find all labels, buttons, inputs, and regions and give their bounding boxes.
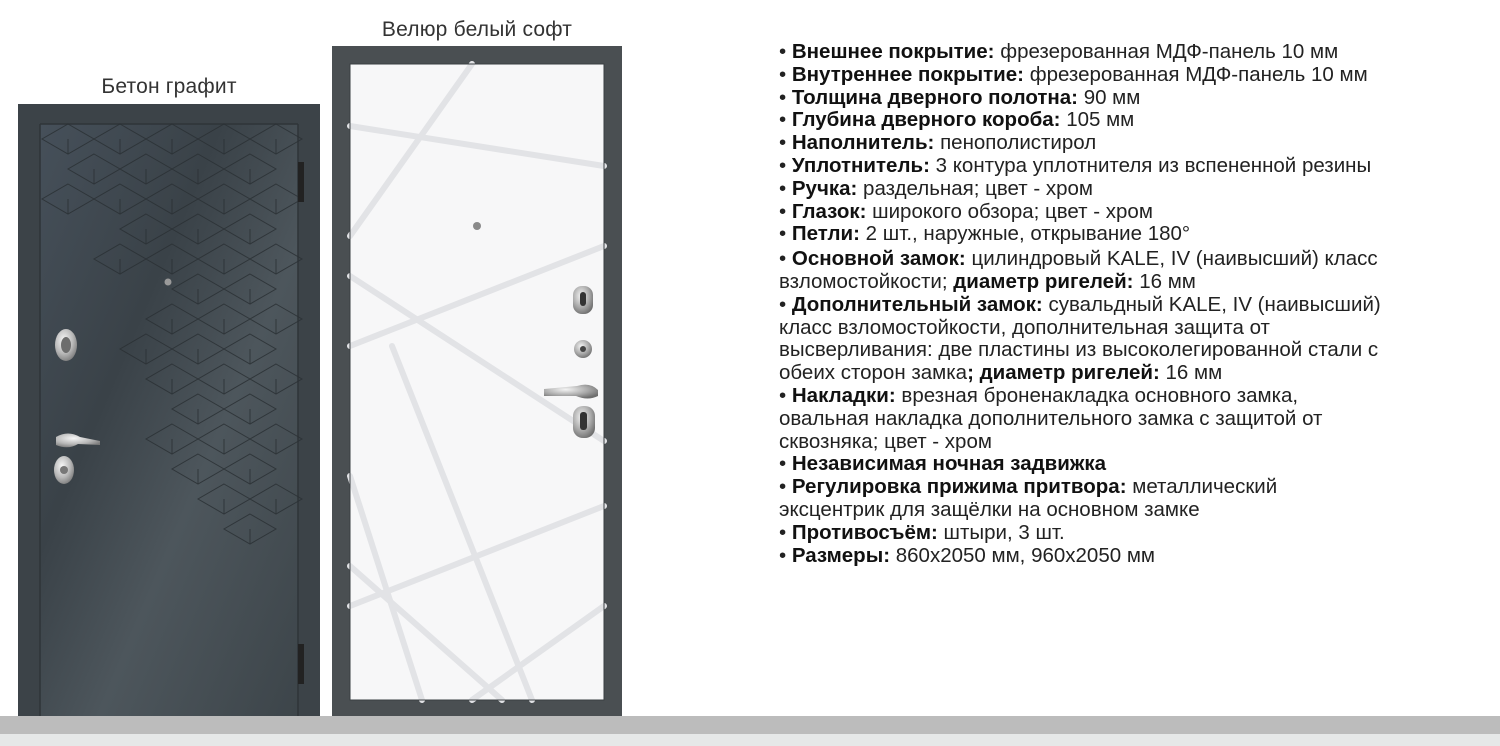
- spec-value: широкого обзора; цвет - хром: [872, 199, 1153, 223]
- spec-label: Внутреннее покрытие:: [791, 62, 1025, 86]
- spec-label: Дополнительный замок:: [791, 292, 1043, 316]
- outer-door-image: [18, 104, 320, 734]
- spec-label: Внешнее покрытие:: [791, 40, 995, 63]
- spec-value-secondary: 16 мм: [1139, 269, 1196, 293]
- spec-label-secondary: ; диаметр ригелей:: [967, 361, 1160, 385]
- floor-band: [0, 716, 1500, 734]
- spec-leaf-thickness: • Толщина дверного полотна: 90 мм: [779, 85, 1141, 109]
- spec-label: Петли:: [791, 222, 860, 246]
- specifications-list: [779, 41, 1459, 567]
- floor-strip: [0, 734, 1500, 746]
- spec-label: Глазок:: [791, 199, 867, 223]
- spec-peephole: • Глазок: широкого обзора; цвет - хром: [779, 199, 1153, 223]
- spec-value: 3 контура уплотнителя из вспененной резины: [935, 153, 1372, 177]
- spec-value: 105 мм: [1066, 108, 1135, 132]
- spec-adjustment: • Регулировка прижима притвора: металлический эксцентрик для защёлки на основном замке: [779, 475, 1278, 521]
- spec-label-secondary: диаметр ригелей:: [953, 269, 1134, 293]
- spec-label: Глубина дверного короба:: [791, 108, 1061, 132]
- spec-filler: • Наполнитель: пенополистирол: [779, 131, 1097, 155]
- spec-value: сувальдный KALE, IV (наивысший) класс взломостойкости, дополнительная защита от высверливания: две пластины из высоколегированной стали с обеих сторон замка: [779, 292, 1381, 385]
- spec-label: Независимая ночная задвижка: [791, 452, 1107, 476]
- spec-label: Регулировка прижима притвора:: [791, 475, 1127, 499]
- spec-seal: • Уплотнитель: 3 контура уплотнителя из вспененной резины: [779, 153, 1372, 177]
- spec-main-lock: • Основной замок: цилиндровый KALE, IV (наивысший) класс взломостойкости; диаметр ригелей: 16 мм: [779, 247, 1378, 293]
- spec-value: 90 мм: [1083, 85, 1141, 109]
- spec-outer-coating: • Внешнее покрытие: фрезерованная МДФ-панель 10 мм: [779, 40, 1339, 63]
- spec-value-secondary: 16 мм: [1165, 361, 1223, 385]
- spec-value: врезная броненакладка основного замка, овальная накладка дополнительного замка с защитой от сквозняка; цвет - хром: [779, 383, 1323, 453]
- inner-door-image: [332, 46, 622, 718]
- spec-label: Размеры:: [791, 543, 891, 567]
- spec-value: фрезерованная МДФ-панель 10 мм: [1000, 40, 1339, 63]
- caption-outer-door: Бетон графит: [101, 75, 237, 98]
- spec-value: штыри, 3 шт.: [943, 520, 1065, 544]
- spec-value: раздельная; цвет - хром: [863, 176, 1093, 200]
- caption-inner-door: Велюр белый софт: [381, 18, 573, 41]
- spec-value: 860x2050 мм, 960x2050 мм: [895, 543, 1156, 567]
- spec-inner-coating: • Внутреннее покрытие: фрезерованная МДФ-панель 10 мм: [779, 62, 1368, 86]
- spec-label: Противосъём:: [791, 520, 938, 544]
- spec-value: цилиндровый KALE, IV (наивысший) класс взломостойкости;: [779, 247, 1378, 293]
- spec-additional-lock: • Дополнительный замок: сувальдный KALE, IV (наивысший) класс взломостойкости, дополнительная защита от высверливания: две пластины из высоколегированной стали с обеих сторон замка; диаметр ригелей: 16 мм: [779, 292, 1381, 385]
- spec-label: Толщина дверного полотна:: [791, 85, 1078, 109]
- spec-value: металлический эксцентрик для защёлки на основном замке: [779, 475, 1278, 521]
- spec-label: Уплотнитель:: [791, 153, 930, 177]
- spec-value: 2 шт., наружные, открывание 180°: [865, 222, 1191, 246]
- spec-overlays: • Накладки: врезная броненакладка основного замка, овальная накладка дополнительного замка с защитой от сквозняка; цвет - хром: [779, 383, 1323, 453]
- spec-handle: • Ручка: раздельная; цвет - хром: [779, 176, 1093, 200]
- spec-label: Ручка:: [791, 176, 858, 200]
- spec-night-latch: • Независимая ночная задвижка: [779, 452, 1107, 476]
- spec-label: Накладки:: [791, 383, 896, 407]
- spec-frame-depth: • Глубина дверного короба: 105 мм: [779, 108, 1135, 132]
- spec-anti-removal: • Противосъём: штыри, 3 шт.: [779, 520, 1065, 544]
- spec-sizes: • Размеры: 860x2050 мм, 960x2050 мм: [779, 543, 1156, 567]
- spec-label: Основной замок:: [791, 247, 966, 271]
- spec-value: пенополистирол: [940, 131, 1097, 155]
- spec-value: фрезерованная МДФ-панель 10 мм: [1029, 62, 1368, 86]
- spec-hinges: • Петли: 2 шт., наружные, открывание 180°: [779, 222, 1191, 246]
- spec-label: Наполнитель:: [791, 131, 935, 155]
